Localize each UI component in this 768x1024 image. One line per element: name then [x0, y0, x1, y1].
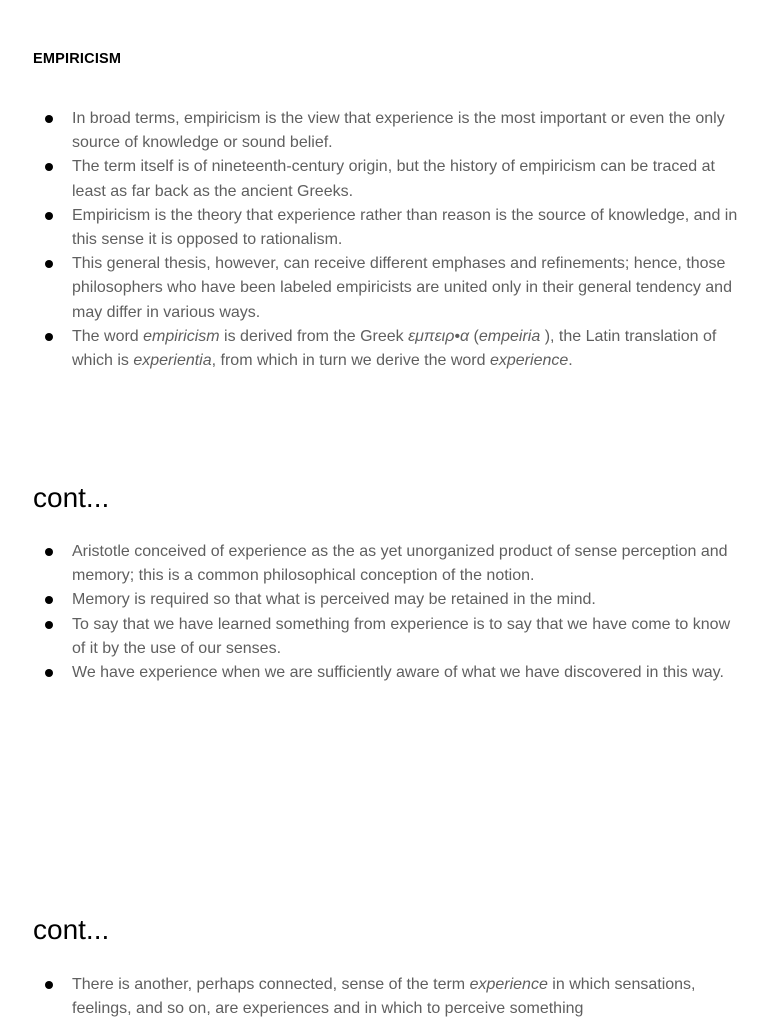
- italic-term: εμπειρ•α: [408, 327, 470, 345]
- bullet-text: ), the Latin translation of which is: [72, 327, 717, 370]
- bullet-dot-icon: [45, 981, 53, 989]
- bullet-item: [0, 204, 768, 252]
- bullet-text: is derived from the Greek: [219, 327, 409, 345]
- bullet-text: Empiricism is the theory that experience rather than reason is the source of knowledge, and in this sense it is opposed to rationalism.: [72, 206, 738, 249]
- bullet-text: (: [469, 327, 479, 345]
- section-title-cont-1: cont...: [33, 482, 110, 513]
- bullet-text: To say that we have learned something from experience is to say that we have come to know of it by the use of our senses.: [72, 615, 731, 657]
- bullet-dot-icon: [45, 669, 53, 677]
- italic-term: empeiria: [478, 327, 541, 345]
- bullet-dot-icon: [45, 333, 53, 341]
- bullet-list-3: [0, 973, 768, 1021]
- bullet-dot-icon: [45, 163, 53, 171]
- bullet-dot-icon: [45, 260, 53, 268]
- bullet-list-2: [0, 540, 768, 685]
- bullet-item: [0, 540, 768, 588]
- bullet-text: Aristotle conceived of experience as the as yet unorganized product of sense perception and memory; this is a common philosophical conception of the notion.: [72, 543, 728, 585]
- bullet-item: [0, 973, 768, 1021]
- italic-term: experience: [489, 352, 569, 370]
- bullet-item: [0, 252, 768, 325]
- italic-term: empiricism: [143, 327, 220, 345]
- bullet-item: [0, 613, 768, 661]
- bullet-item: [0, 325, 768, 373]
- bullet-text: The term itself is of nineteenth-century origin, but the history of empiricism can be traced at least as far back as the ancient Greeks.: [72, 158, 715, 200]
- bullet-text: The word: [72, 327, 144, 345]
- bullet-dot-icon: [45, 548, 53, 556]
- italic-term: experientia: [133, 352, 212, 370]
- bullet-text: Memory is required so that what is perceived may be retained in the mind.: [72, 591, 596, 609]
- bullet-text: In broad terms, empiricism is the view that experience is the most important or even the only source of knowledge or sound belief.: [72, 110, 725, 152]
- bullet-item: [0, 588, 768, 612]
- bullet-dot-icon: [45, 115, 53, 123]
- bullet-text: in which sensations, feelings, and so on, are experiences and in which to perceive something: [72, 976, 696, 1018]
- bullet-item: [0, 661, 768, 685]
- section-title-cont-2: cont...: [33, 914, 110, 945]
- bullet-dot-icon: [45, 212, 53, 220]
- section-title-empiricism: EMPIRICISM: [33, 51, 122, 67]
- bullet-dot-icon: [45, 596, 53, 604]
- bullet-item: [0, 107, 768, 155]
- bullet-text: , from which in turn we derive the word: [211, 352, 490, 370]
- bullet-list-1: [0, 107, 768, 373]
- bullet-text: This general thesis, however, can receive different emphases and refinements; hence, those philosophers who have been labeled empiricists are united only in their general tendency and may differ in various ways.: [72, 255, 732, 321]
- bullet-text: There is another, perhaps connected, sense of the term: [72, 976, 470, 993]
- bullet-text: .: [568, 352, 573, 370]
- bullet-dot-icon: [45, 621, 53, 629]
- italic-term: experience: [469, 976, 548, 993]
- bullet-item: [0, 155, 768, 203]
- bullet-text: We have experience when we are sufficiently aware of what we have discovered in this way.: [72, 664, 724, 682]
